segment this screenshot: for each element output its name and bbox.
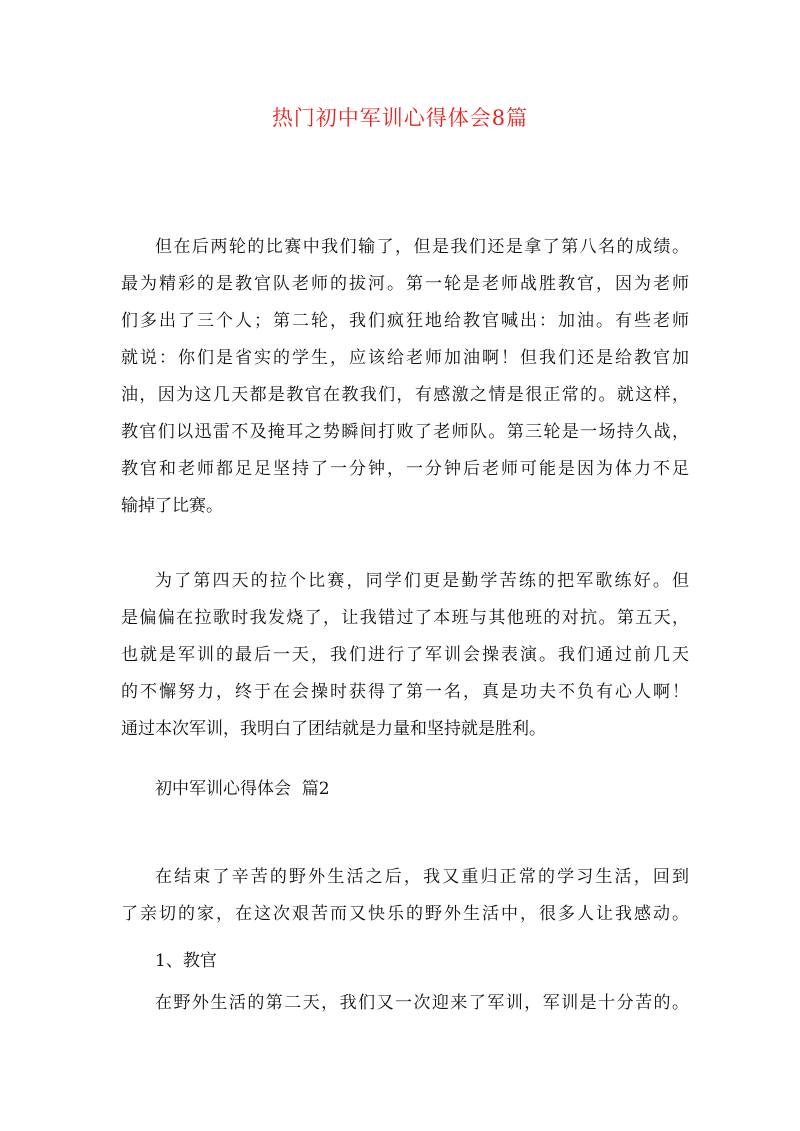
paragraph-line: 教官们以迅雷不及掩耳之势瞬间打败了老师队。第三轮是一场持久战， [121,422,689,442]
paragraph-line: 教官和老师都足足坚持了一分钟，一分钟后老师可能是因为体力不足 [121,459,689,479]
section-heading: 初中军训心得体会 篇2 [155,779,330,799]
paragraph-line: 为了第四天的拉个比赛，同学们更是勤学苦练的把军歌练好。但 [155,571,689,591]
paragraph-2 [121,563,689,748]
paragraph-line: 但在后两轮的比赛中我们输了，但是我们还是拿了第八名的成绩。 [155,237,689,257]
paragraph-line: 就说：你们是省实的学生，应该给老师加油啊！但我们还是给教官加 [121,348,689,368]
paragraph-line: 们多出了三个人；第二轮，我们疯狂地给教官喊出：加油。有些老师 [121,311,689,331]
paragraph-line: 输掉了比赛。 [121,496,223,516]
paragraph-line: 了亲切的家，在这次艰苦而又快乐的野外生活中，很多人让我感动。 [121,904,689,924]
item-heading: 1、教官 [155,951,217,971]
paragraph-line: 最为精彩的是教官队老师的拔河。第一轮是老师战胜教官，因为老师 [121,274,689,294]
paragraph-line: 油，因为这几天都是教官在教我们，有感激之情是很正常的。就这样， [121,385,689,405]
paragraph-3 [121,859,689,933]
paragraph-line: 在结束了辛苦的野外生活之后，我又重归正常的学习生活，回到 [155,867,689,887]
paragraph-4: 在野外生活的第二天，我们又一次迎来了军训，军训是十分苦的。 [155,993,689,1013]
paragraph-line: 的不懈努力，终于在会操时获得了第一名，真是功夫不负有心人啊！ [121,682,689,702]
paragraph-1 [121,229,689,525]
document-title: 热门初中军训心得体会8篇 [271,106,529,130]
paragraph-line: 也就是军训的最后一天，我们进行了军训会操表演。我们通过前几天 [121,645,689,665]
paragraph-line: 通过本次军训，我明白了团结就是力量和坚持就是胜利。 [121,719,546,739]
paragraph-line: 是偏偏在拉歌时我发烧了，让我错过了本班与其他班的对抗。第五天， [121,608,689,628]
